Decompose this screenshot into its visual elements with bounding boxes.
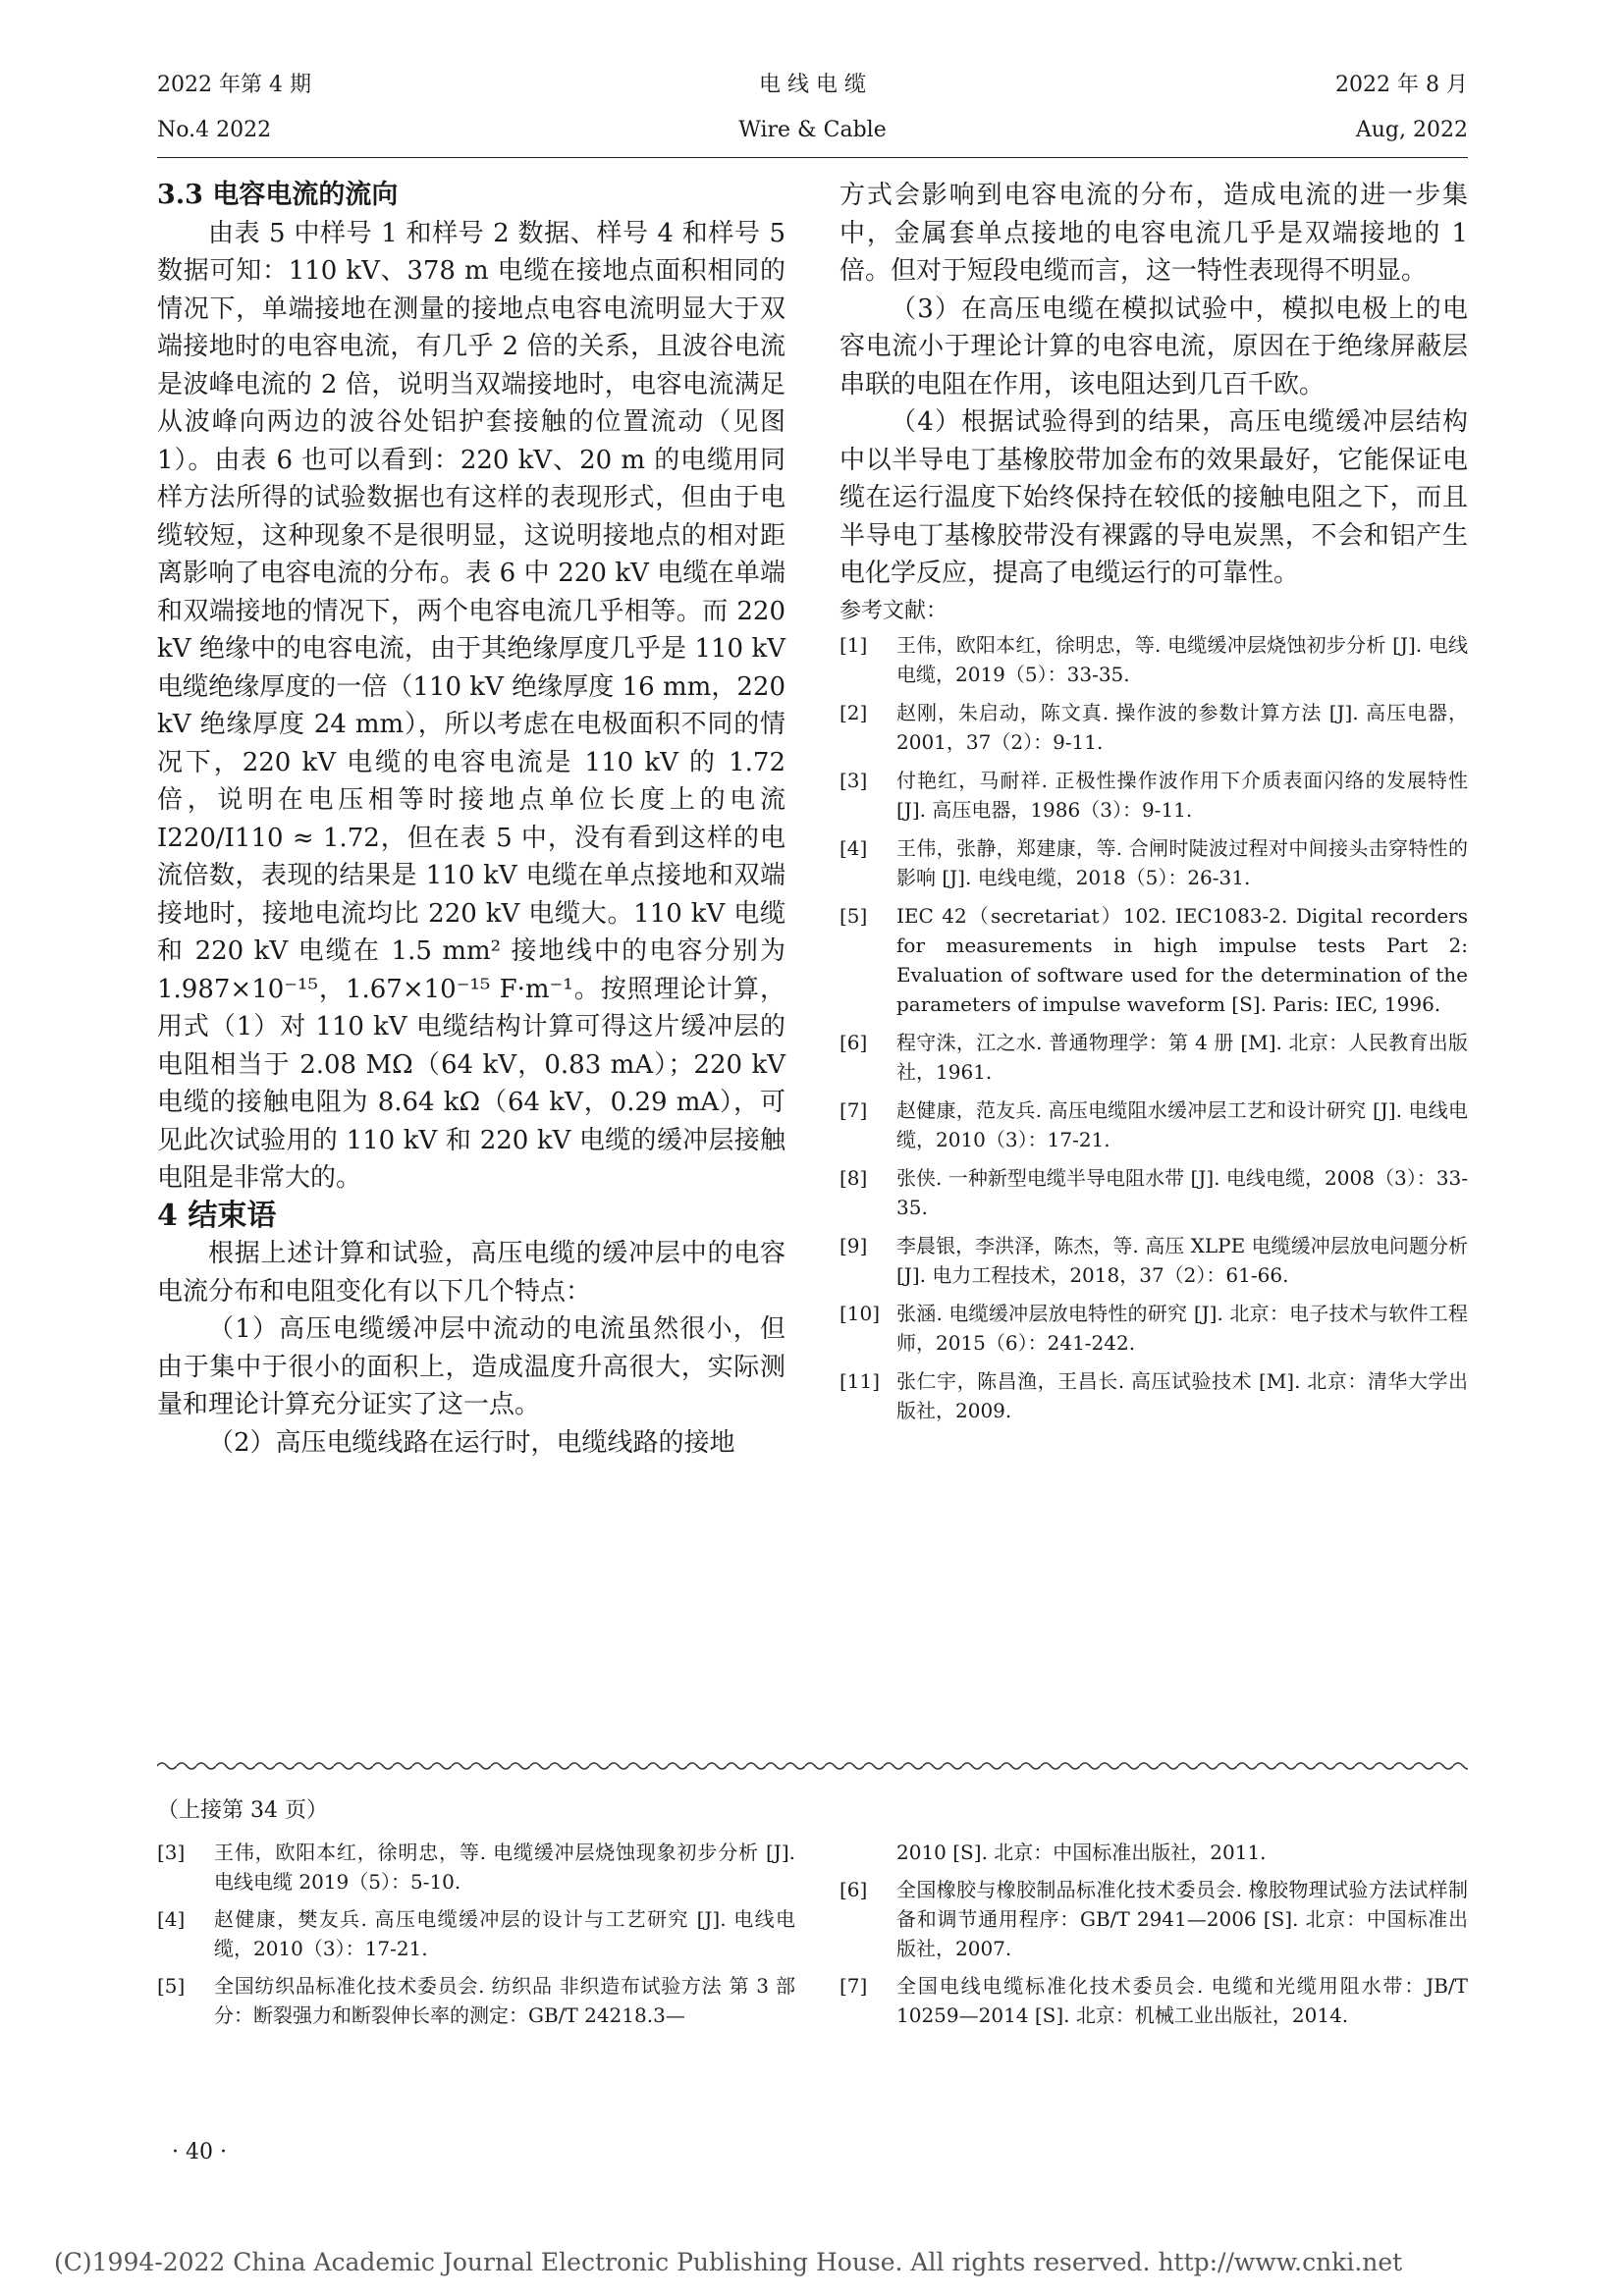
reference-item: [3] 王伟，欧阳本红，徐明忠，等. 电缆缓冲层烧蚀现象初步分析 [J]. 电线电缆 2019（5）：5-10. bbox=[157, 1841, 795, 1894]
journal-issue-en: No.4 2022 bbox=[157, 118, 272, 142]
reference-item: [8] 张侠. 一种新型电缆半导电阻水带 [J]. 电线电缆，2008（3）：33-35. bbox=[839, 1166, 1468, 1219]
reference-list bbox=[839, 630, 1468, 1425]
left-column bbox=[157, 177, 785, 1462]
header-rule bbox=[157, 157, 1468, 158]
conclusion-point-4: （4）根据试验得到的结果，高压电缆缓冲层结构中以半导电丁基橡胶带加金布的效果最好，它能保证电缆在运行温度下始终保持在较低的接触电阻之下，而且半导电丁基橡胶带没有裸露的导电炭黑，不会和铝产生电化学反应，提高了电缆运行的可靠性。 bbox=[839, 407, 1468, 588]
section-4-title: 4 结束语 bbox=[157, 1198, 277, 1233]
reference-item: [5] 全国纺织品标准化技术委员会. 纺织品 非织造布试验方法 第 3 部分：断裂强力和断裂伸长率的测定：GB/T 24218.3— bbox=[157, 1974, 795, 2027]
reference-item: [2] 赵刚，朱启动，陈文真. 操作波的参数计算方法 [J]. 高压电器，2001，37（2）：9-11. bbox=[839, 701, 1468, 754]
reference-item: [11] 张仁宇，陈昌渔，王昌长. 高压试验技术 [M]. 北京：清华大学出版社，2009. bbox=[839, 1369, 1468, 1422]
reference-item: [9] 李晨银，李洪泽，陈杰，等. 高压 XLPE 电缆缓冲层放电问题分析 [J]. 电力工程技术，2018，37（2）：61-66. bbox=[839, 1234, 1468, 1287]
reference-item: [4] 赵健康，樊友兵. 高压电缆缓冲层的设计与工艺研究 [J]. 电线电缆，2010（3）：17-21. bbox=[157, 1907, 795, 1960]
journal-title: 电 线 电 缆 bbox=[759, 73, 866, 97]
continuation-label: （上接第 34 页） bbox=[157, 1798, 328, 1823]
reference-item: [7] 全国电线电缆标准化技术委员会. 电缆和光缆用阻水带：JB/T 10259—2014 [S]. 北京：机械工业出版社，2014. bbox=[839, 1974, 1468, 2027]
reference-continuation: 2010 [S]. 北京：中国标准出版社，2011. bbox=[896, 1841, 1267, 1864]
conclusion-point-2: （2）高压电缆线路在运行时，电缆线路的接地 bbox=[208, 1427, 735, 1458]
references-label: 参考文献： bbox=[839, 598, 948, 623]
page-number: · 40 · bbox=[172, 2140, 227, 2164]
reference-item: [1] 王伟，欧阳本红，徐明忠，等. 电缆缓冲层烧蚀初步分析 [J]. 电线电缆，2019（5）：33-35. bbox=[839, 633, 1468, 686]
journal-title-en: Wire & Cable bbox=[738, 118, 887, 142]
issue-date-en: Aug, 2022 bbox=[1355, 118, 1468, 142]
copyright-line: (C)1994-2022 China Academic Journal Electronic Publishing House. All rights reserved. http://www.cnki.net bbox=[54, 2248, 1403, 2276]
conclusion-point-3: （3）在高压电缆在模拟试验中，模拟电极上的电容电流小于理论计算的电容电流，原因在于绝缘屏蔽层串联的电阻在作用，该电阻达到几百千欧。 bbox=[839, 294, 1468, 400]
continuation-left bbox=[157, 1796, 795, 2038]
right-column bbox=[839, 177, 1468, 1434]
reference-item: [3] 付艳红，马耐祥. 正极性操作波作用下介质表面闪络的发展特性 [J]. 高压电器，1986（3）：9-11. bbox=[839, 769, 1468, 822]
wavy-divider bbox=[157, 1759, 1468, 1773]
reference-item: [7] 赵健康，范友兵. 高压电缆阻水缓冲层工艺和设计研究 [J]. 电线电缆，2010（3）：17-21. bbox=[839, 1098, 1468, 1151]
issue-date: 2022 年 8 月 bbox=[1335, 73, 1468, 97]
reference-item: [4] 王伟，张静，郑建康，等. 合闸时陡波过程对中间接头击穿特性的影响 [J]. 电线电缆，2018（5）：26-31. bbox=[839, 836, 1468, 889]
reference-item: [5] IEC 42（secretariat）102. IEC1083-2. Digital recorders for measurements in high impulse tests Part 2: Evaluation of software used for the determination of the parameters of impulse waveform [S]. Paris: IEC, 1996. bbox=[839, 904, 1468, 1016]
reference-item: [10] 张涵. 电缆缓冲层放电特性的研究 [J]. 北京：电子技术与软件工程师，2015（6）：241-242. bbox=[839, 1302, 1468, 1355]
continuation-right bbox=[839, 1838, 1468, 2038]
section-3-3-title: 3.3 电容电流的流向 bbox=[157, 180, 399, 210]
journal-issue: 2022 年第 4 期 bbox=[157, 73, 311, 97]
conclusion-point-1: （1）高压电缆缓冲层中流动的电流虽然很小，但由于集中于很小的面积上，造成温度升高很大，实际测量和理论计算充分证实了这一点。 bbox=[157, 1314, 785, 1419]
conclusion-point-2-cont: 方式会影响到电容电流的分布，造成电流的进一步集中，金属套单点接地的电容电流几乎是双端接地的 1 倍。但对于短段电缆而言，这一特性表现得不明显。 bbox=[839, 181, 1468, 286]
body-paragraph: 根据上述计算和试验，高压电缆的缓冲层中的电容电流分布和电阻变化有以下几个特点： bbox=[157, 1239, 785, 1307]
body-paragraph: 由表 5 中样号 1 和样号 2 数据、样号 4 和样号 5 数据可知：110 kV、378 m 电缆在接地点面积相同的情况下，单端接地在测量的接地点电容电流明显大于双端接地时的电容电流，有几乎 2 倍的关系，且波谷电流是波峰电流的 2 倍，说明当双端接地时，电容电流满足从波峰向两边的波谷处铝护套接触的位置流动（见图 1）。由表 6 也可以看到：220 kV、20 m 的电缆用同样方法所得的试验数据也有这样的表现形式，但由于电缆较短，这种现象不是很明显，这说明接地点的相对距离影响了电容电流的分布。表 6 中 220 kV 电缆在单端和双端接地的情况下，两个电容电流几乎相等。而 220 kV 绝缘中的电容电流，由于其绝缘厚度几乎是 110 kV 电缆绝缘厚度的一倍（110 kV 绝缘厚度 16 mm，220 kV 绝缘厚度 24 mm），所以考虑在电极面积不同的情况下，220 kV 电缆的电容电流是 110 kV 的 1.72 倍，说明在电压相等时接地点单位长度上的电流 I220/I110 ≈ 1.72，但在表 5 中，没有看到这样的电流倍数，表现的结果是 110 kV 电缆在单点接地和双端接地时，接地电流均比 220 kV 电缆大。110 kV 电缆和 220 kV 电缆在 1.5 mm² 接地线中的电容分别为 1.987×10⁻¹⁵，1.67×10⁻¹⁵ F·m⁻¹。按照理论计算，用式（1）对 110 kV 电缆结构计算可得这片缓冲层的电阻相当于 2.08 MΩ（64 kV，0.83 mA）；220 kV 电缆的接触电阻为 8.64 kΩ（64 kV，0.29 mA），可见此次试验用的 110 kV 和 220 kV 电缆的缓冲层接触电阻是非常大的。 bbox=[157, 218, 785, 1193]
reference-item: [6] 程守洙，江之水. 普通物理学：第 4 册 [M]. 北京：人民教育出版社，1961. bbox=[839, 1031, 1468, 1084]
reference-item: [6] 全国橡胶与橡胶制品标准化技术委员会. 橡胶物理试验方法试样制备和调节通用程序：GB/T 2941—2006 [S]. 北京：中国标准出版社，2007. bbox=[839, 1878, 1468, 1960]
